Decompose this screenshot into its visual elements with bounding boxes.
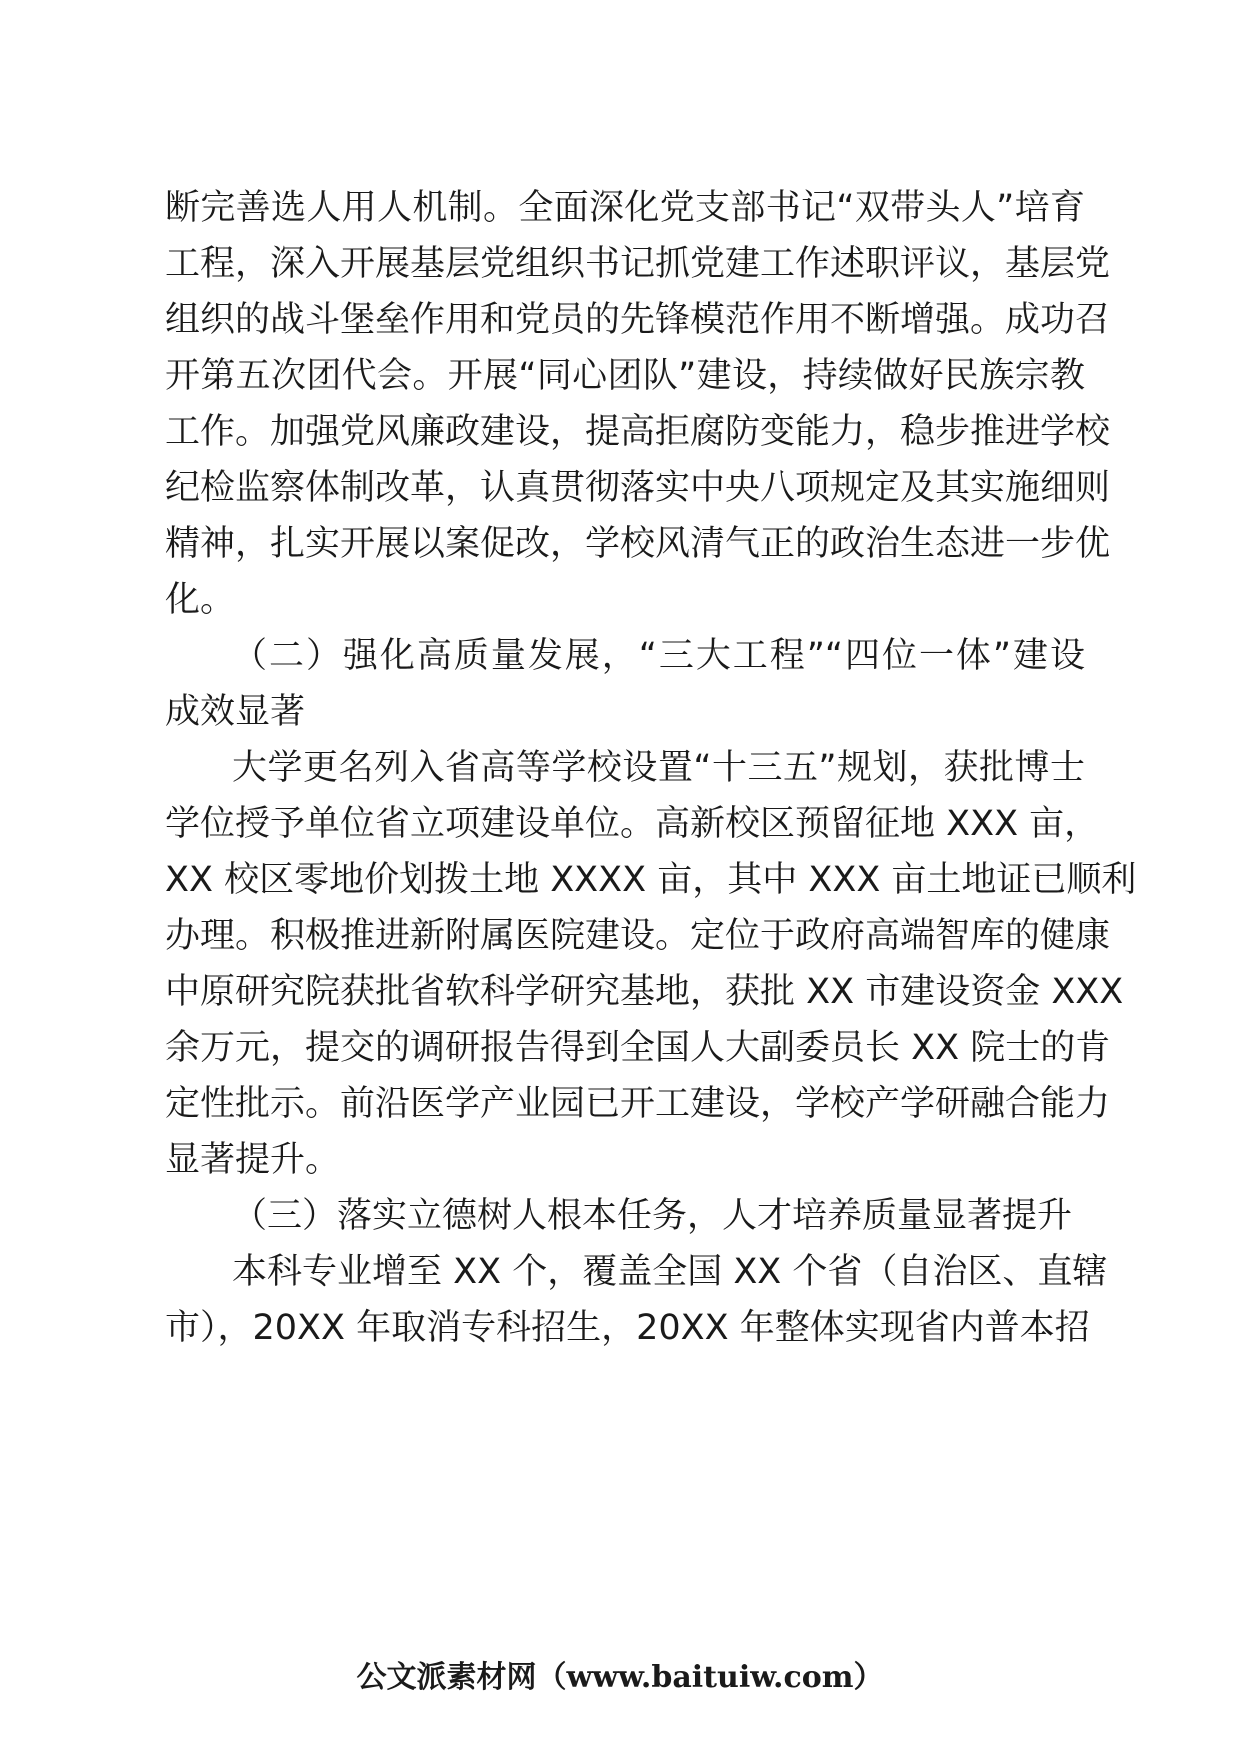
body-line-5: 工作。加强党风廉政建设，提高拒腐防变能力，稳步推进学校 bbox=[165, 412, 1111, 452]
body-line-21: 市），20XX 年取消专科招生，20XX 年整体实现省内普本招 bbox=[165, 1308, 1090, 1348]
body-line-4: 开第五次团代会。开展“同心团队”建设，持续做好民族宗教 bbox=[165, 356, 1085, 396]
body-line-8: 化。 bbox=[165, 580, 236, 620]
body-line-18: 显著提升。 bbox=[165, 1140, 341, 1180]
footer-watermark: 公文派素材网（www.baituiw.com） bbox=[356, 1660, 884, 1695]
body-line-20: 本科专业增至 XX 个，覆盖全国 XX 个省（自治区、直辖 bbox=[232, 1252, 1108, 1292]
body-line-17: 定性批示。前沿医学产业园已开工建设，学校产学研融合能力 bbox=[165, 1084, 1111, 1124]
body-line-6: 纪检监察体制改革，认真贯彻落实中央八项规定及其实施细则 bbox=[165, 468, 1111, 508]
body-line-2: 工程，深入开展基层党组织书记抓党建工作述职评议，基层党 bbox=[165, 244, 1111, 284]
section-heading-2-cont: 成效显著 bbox=[165, 692, 306, 732]
section-heading-3: （三）落实立德树人根本任务，人才培养质量显著提升 bbox=[232, 1196, 1073, 1236]
body-line-14: 办理。积极推进新附属医院建设。定位于政府高端智库的健康 bbox=[165, 916, 1111, 956]
body-line-11: 大学更名列入省高等学校设置“十三五”规划，获批博士 bbox=[232, 748, 1085, 788]
body-line-3: 组织的战斗堡垒作用和党员的先锋模范作用不断增强。成功召 bbox=[165, 300, 1111, 340]
section-heading-2: （二）强化高质量发展，“三大工程”“四位一体”建设 bbox=[232, 636, 1085, 676]
body-line-16: 余万元，提交的调研报告得到全国人大副委员长 XX 院士的肯 bbox=[165, 1028, 1111, 1068]
body-line-7: 精神，扎实开展以案促改，学校风清气正的政治生态进一步优 bbox=[165, 524, 1111, 564]
body-line-12: 学位授予单位省立项建设单位。高新校区预留征地 XXX 亩， bbox=[165, 804, 1100, 844]
body-line-1: 断完善选人用人机制。全面深化党支部书记“双带头人”培育 bbox=[165, 188, 1085, 228]
body-line-13: XX 校区零地价划拨土地 XXXX 亩，其中 XXX 亩土地证已顺利 bbox=[165, 860, 1137, 900]
body-line-15: 中原研究院获批省软科学研究基地，获批 XX 市建设资金 XXX bbox=[165, 972, 1124, 1012]
